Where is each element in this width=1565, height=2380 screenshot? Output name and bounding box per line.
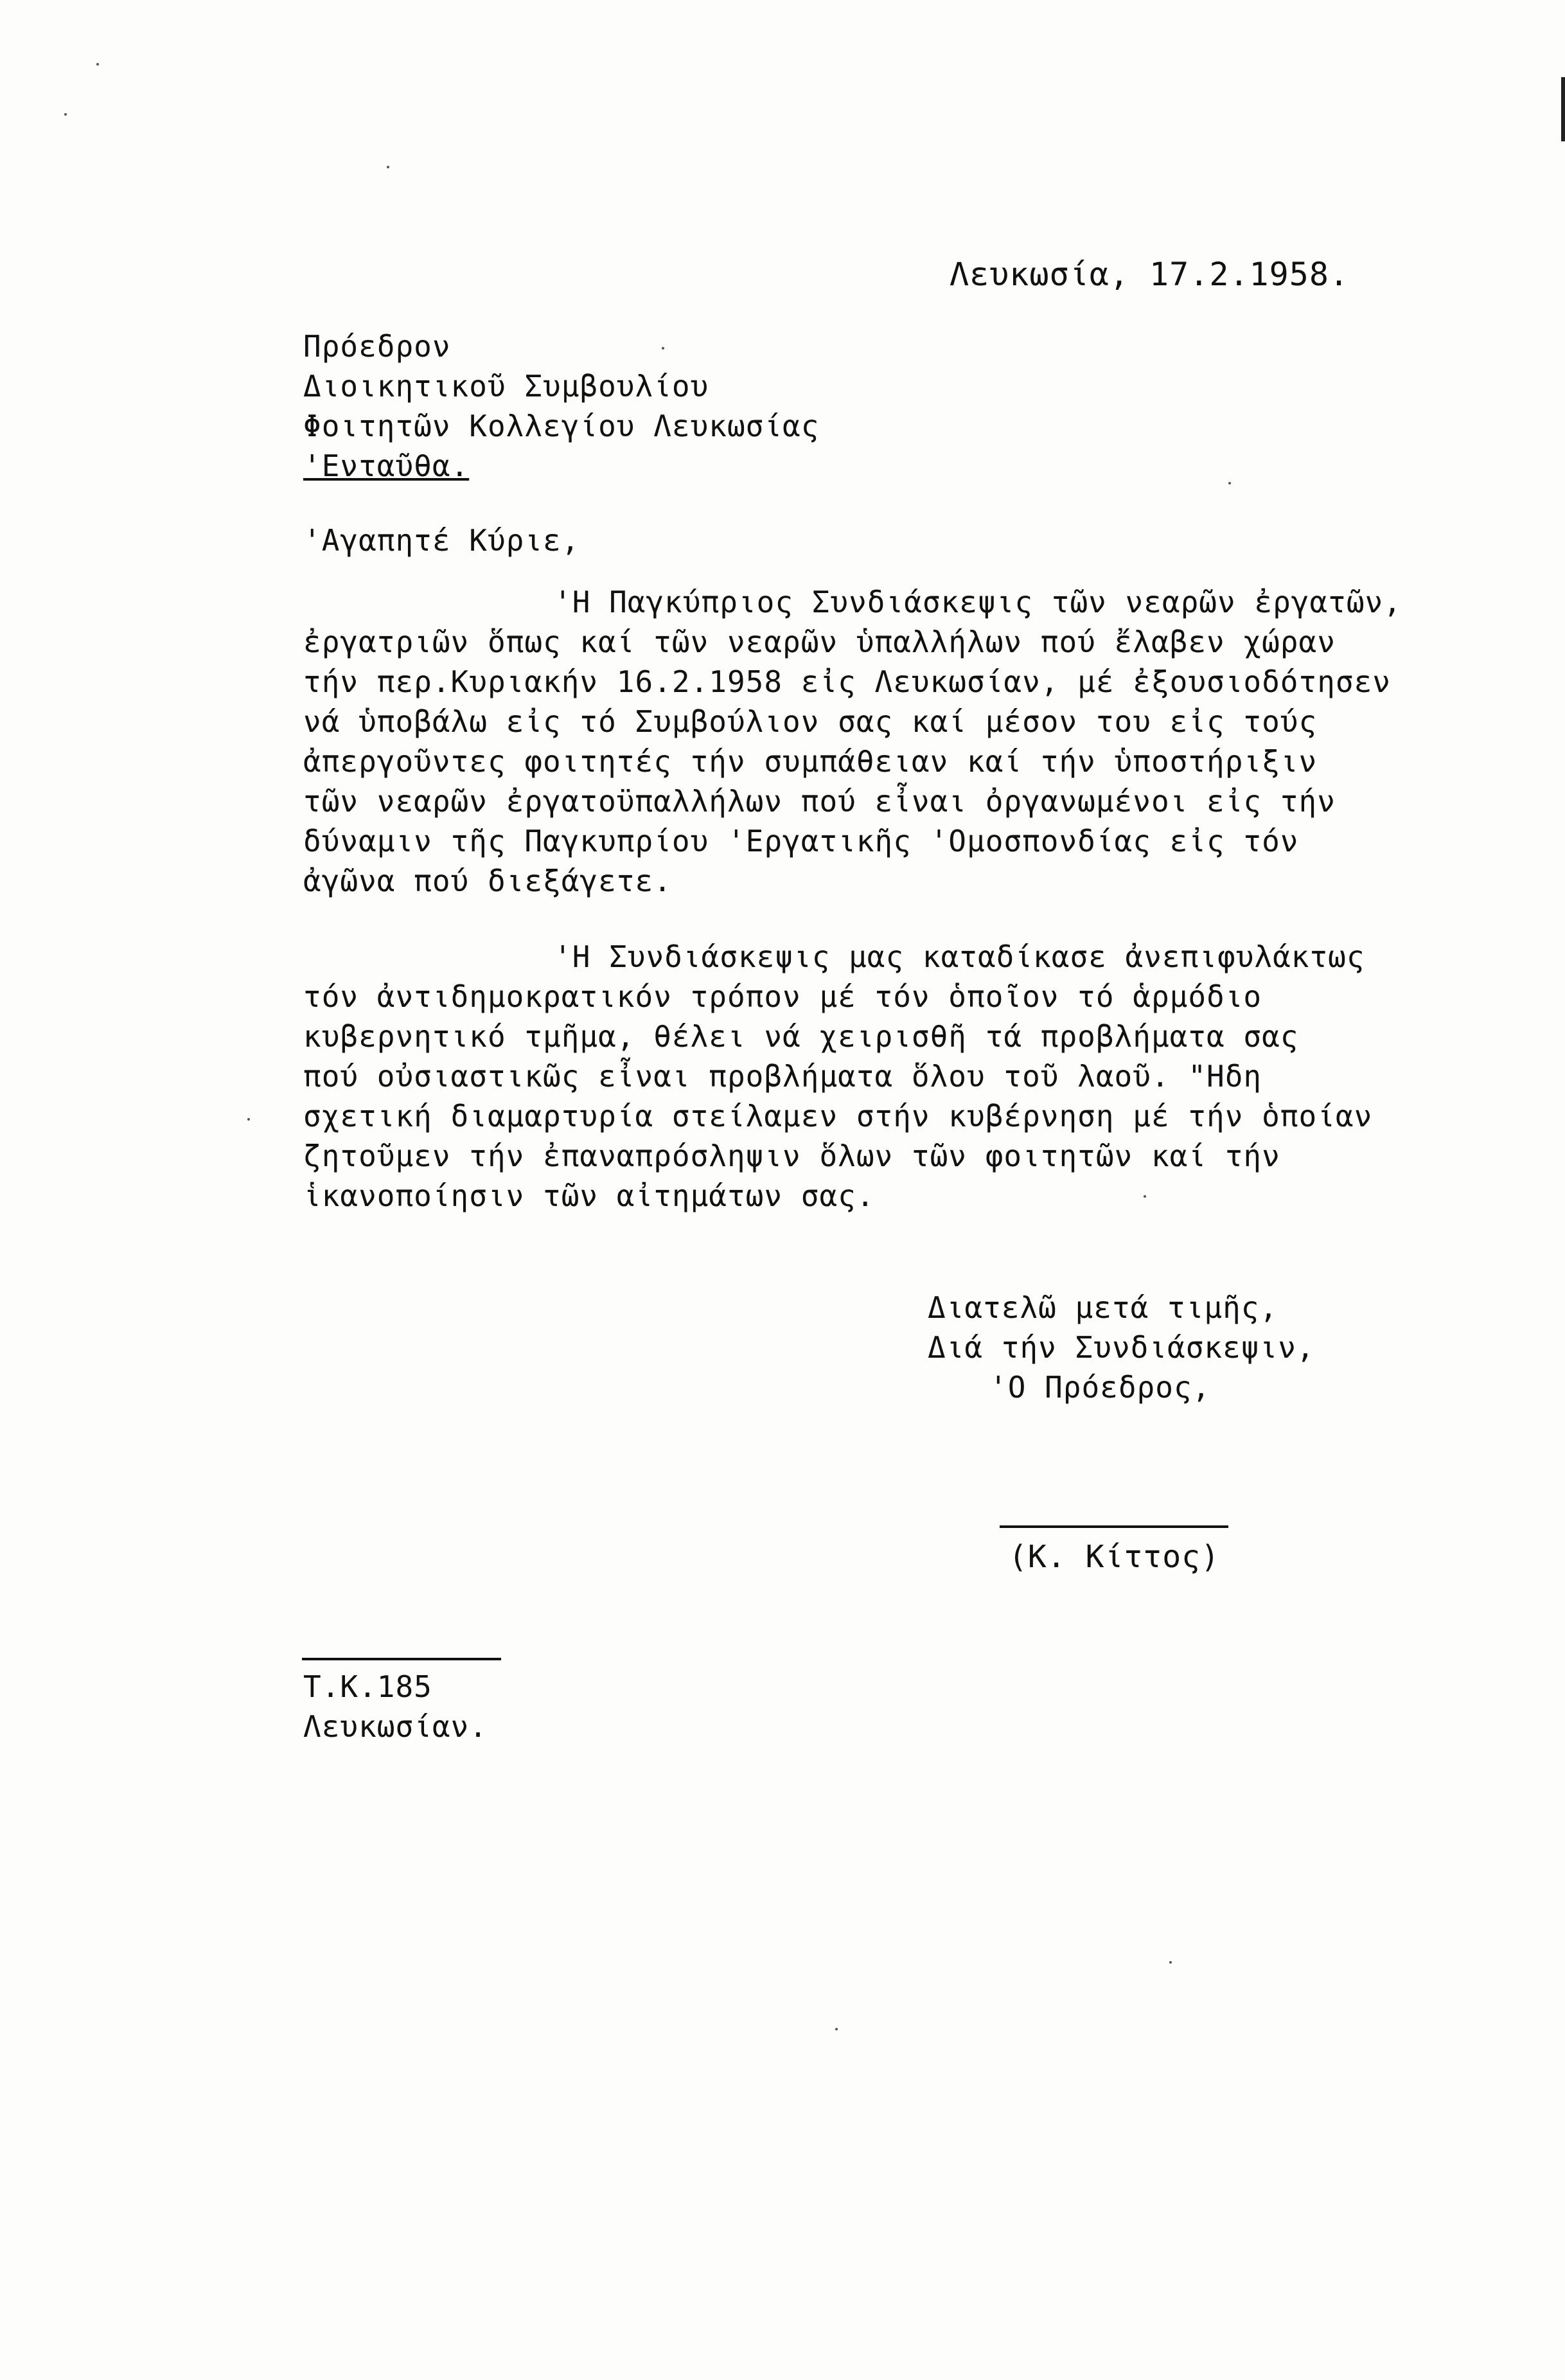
- recipient-line-1: Πρόεδρον: [303, 329, 451, 364]
- reference-line-2: Λευκωσίαν.: [303, 1709, 488, 1744]
- scan-speck: [1169, 1961, 1172, 1964]
- paragraph2-line: πού οὐσιαστικῶς εἶναι προβλήματα ὅλου τοῦ λαοῦ. "Ηδη: [303, 1059, 1262, 1094]
- paragraph1-line: τῶν νεαρῶν ἐργατοϋπαλλήλων πού εἶναι ὀργανωμένοι εἰς τήν: [303, 784, 1336, 819]
- paragraph2-line: τόν ἀντιδημοκρατικόν τρόπον μέ τόν ὁποῖον τό ἁρμόδιο: [303, 979, 1262, 1014]
- recipient-line-4: 'Ενταῦθα.: [303, 448, 470, 483]
- recipient-line-3: Φοιτητῶν Κολλεγίου Λευκωσίας: [303, 409, 820, 443]
- paragraph2-line: ζητοῦμεν τήν ἐπαναπρόσληψιν ὅλων τῶν φοιτητῶν καί τήν: [303, 1139, 1280, 1173]
- paragraph2-line: 'Η Συνδιάσκεψις μας καταδίκασε ἀνεπιφυλάκτως: [554, 939, 1365, 974]
- reference-rule: [302, 1658, 501, 1660]
- scan-speck: [64, 113, 67, 116]
- scan-speck: [662, 347, 664, 350]
- paragraph1-line: 'Η Παγκύπριος Συνδιάσκεψις τῶν νεαρῶν ἐργατῶν,: [554, 585, 1402, 619]
- paragraph1-line: ἀγῶνα πού διεξάγετε.: [303, 864, 672, 898]
- signature-rule: [1000, 1525, 1228, 1528]
- scan-speck: [1144, 1195, 1146, 1198]
- paragraph1-line: ἀπεργοῦντες φοιτητές τήν συμπάθειαν καί τήν ὑποστήριξιν: [303, 744, 1318, 779]
- paragraph1-line: δύναμιν τῆς Παγκυπρίου 'Εργατικῆς 'Ομοσπονδίας εἰς τόν: [303, 824, 1299, 858]
- paragraph1-line: ἐργατριῶν ὅπως καί τῶν νεαρῶν ὑπαλλήλων πού ἔλαβεν χώραν: [303, 625, 1336, 659]
- letter-date: Λευκωσία, 17.2.1958.: [950, 256, 1350, 293]
- paragraph2-line: ἱκανοποίησιν τῶν αἰτημάτων σας.: [303, 1178, 875, 1213]
- paragraph1-line: νά ὑποβάλω εἰς τό Συμβούλιον σας καί μέσον του εἰς τούς: [303, 704, 1318, 739]
- scan-edge-mark: [1561, 77, 1565, 141]
- closing-line-1: Διατελῶ μετά τιμῆς,: [928, 1290, 1278, 1325]
- closing-line-2: Διά τήν Συνδιάσκεψιν,: [928, 1330, 1315, 1365]
- scan-speck: [96, 63, 99, 66]
- scan-speck: [1228, 482, 1231, 484]
- scan-speck: [247, 1118, 250, 1121]
- paragraph2-line: κυβερνητικό τμῆμα, θέλει νά χειρισθῆ τά προβλήματα σας: [303, 1019, 1299, 1054]
- signature-name: (Κ. Κίττος): [1009, 1539, 1220, 1575]
- recipient-line-2: Διοικητικοῦ Συμβουλίου: [303, 369, 709, 404]
- paragraph2-line: σχετική διαμαρτυρία στείλαμεν στήν κυβέρνηση μέ τήν ὁποίαν: [303, 1099, 1373, 1133]
- salutation: 'Αγαπητέ Κύριε,: [303, 523, 580, 558]
- scan-speck: [387, 166, 389, 168]
- scan-speck: [835, 2028, 838, 2030]
- reference-line-1: T.K.185: [303, 1669, 432, 1704]
- closing-line-3: 'Ο Πρόεδρος,: [989, 1370, 1211, 1405]
- paragraph1-line: τήν περ.Κυριακήν 16.2.1958 εἰς Λευκωσίαν, μέ ἐξουσιοδότησεν: [303, 664, 1391, 699]
